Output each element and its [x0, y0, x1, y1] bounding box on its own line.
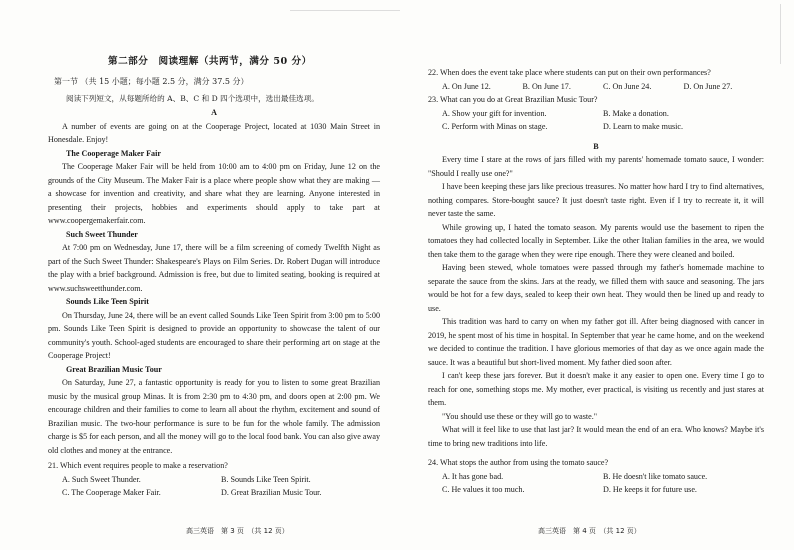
- option-a: A. It has gone bad.: [442, 471, 504, 481]
- passage-b-letter: B: [593, 141, 599, 151]
- question-24-options: [428, 470, 764, 497]
- option-b: B. On June 17.: [522, 81, 571, 91]
- section-title: 第二部分 阅读理解（共两节，满分 50 分）: [108, 56, 312, 67]
- option-d: D. On June 27.: [683, 81, 733, 91]
- option-d: D. Learn to make music.: [603, 122, 684, 131]
- passage-b-paragraph: "You should use these or they will go to waste.": [442, 411, 598, 421]
- instruction: 阅读下列短文，从每题所给的 A、B、C 和 D 四个选项中，选出最佳选项。: [66, 94, 319, 103]
- event-text: The Cooperage Maker Fair will be held from 10:00 am to 4:00 pm on Friday, June 12 on the grounds of the City Museum. The Maker Fair is a place where people show what they are making — a showcase for invention and creativity, and share what they are learning. Anyone interested in presenting their projects, hobbies and experiments should apply to take part at www.coopergemakerfair.com.: [48, 162, 380, 225]
- event-text: On Thursday, June 24, there will be an event called Sounds Like Teen Spirit from 3:00 pm to 5:00 pm. Sounds Like Teen Spirit is designed to provide an opportunity to showcase the talent of our community's youth. School-aged students are encouraged to share their performing art on stage at the Cooperage Project!: [48, 310, 380, 360]
- event-heading: Great Brazilian Music Tour: [66, 364, 162, 374]
- event-heading: Such Sweet Thunder: [66, 229, 138, 239]
- right-column: [428, 66, 764, 497]
- question-23: 23. What can you do at Great Brazilian Music Tour?: [428, 95, 598, 104]
- option-a: A. Show your gift for invention.: [442, 108, 547, 118]
- margin-mark: [780, 4, 781, 64]
- question-24: 24. What stops the author from using the tomato sauce?: [428, 458, 609, 467]
- option-d: D. He keeps it for future use.: [603, 485, 697, 494]
- option-a: A. Such Sweet Thunder.: [62, 474, 141, 484]
- page-footer-left: 高三英语 第 3 页 （共 12 页）: [186, 527, 289, 535]
- passage-a-intro: A number of events are going on at the Cooperage Project, located at 1030 Main Street in Honesdale. Enjoy!: [48, 121, 380, 144]
- passage-b-paragraph: I can't keep these jars forever. But it doesn't make it any easier to open one. Every time I go to reach for one, something stops me. My mother, ever practical, is visiting us recently and just stares at them.: [428, 371, 764, 407]
- question-21: 21. Which event requires people to make a reservation?: [48, 461, 228, 470]
- option-b: B. Sounds Like Teen Spirit.: [221, 474, 311, 484]
- question-22-options: [428, 80, 764, 94]
- margin-mark: [290, 10, 400, 11]
- passage-b-paragraph: What will it feel like to use that last jar? It would mean the end of an era. Who knows? Maybe it's time to bring new traditions into life.: [428, 425, 764, 448]
- passage-b-paragraph: This tradition was hard to carry on when my father got ill. After being diagnosed with cancer in 2019, he spent most of his time in hospital. In September that year he came home, and on the weekend we decided to continue the tradition. I have glorious memories of that day as we once again made the sauce. It was a beautiful but short-lived moment. My father died soon after.: [428, 317, 764, 367]
- event-text: On Saturday, June 27, a fantastic opportunity is ready for you to listen to some great Brazilian music by the musical group Minas. It is from 2:30 pm to 4:30 pm, and doors open at 2:00 pm. We encourage children and their families to come to learn all about the rhythm, excitement and sound of Brazilian music. The two-hour performance is sure to be fun for the whole family. The admission charge is $5 for each person, and all the money will go to the local food bank. You can also give away old clothes and money at the entrance.: [48, 378, 380, 455]
- option-a: A. On June 12.: [442, 81, 491, 91]
- page-footer-right: 高三英语 第 4 页 （共 12 页）: [538, 527, 641, 535]
- passage-b-paragraph: While growing up, I hated the tomato season. My parents would use the basement to ripen the tomatoes they had collected locally in September. Like the other Italian families in the area, we would then take them to the garage when they were ripe enough. There they were cleaned and boiled.: [428, 222, 764, 259]
- option-b: B. He doesn't like tomato sauce.: [603, 471, 708, 481]
- option-c: C. On June 24.: [603, 81, 652, 91]
- subsection-title: 第一节 （共 15 小题；每小题 2.5 分，满分 37.5 分）: [54, 77, 249, 86]
- passage-b-paragraph: Every time I stare at the rows of jars filled with my parents' homemade tomato sauce, I wonder: "Should I really use one?": [428, 155, 764, 178]
- passage-a-letter: A: [211, 108, 217, 117]
- passage-b-paragraph: Having been stewed, whole tomatoes were passed through my father's homemade machine to separate the sauce from the skins. Jars at the ready, we filled them with sauce and seasoning. The jars would be hot for a few days, sealed to keep their own heat. They would then be lined up and ready to use.: [428, 263, 764, 313]
- question-21-options: [48, 473, 380, 500]
- event-heading: The Cooperage Maker Fair: [66, 148, 161, 158]
- question-22: 22. When does the event take place where students can put on their own performances?: [428, 68, 711, 77]
- question-23-options: [428, 107, 764, 134]
- event-text: At 7:00 pm on Wednesday, June 17, there will be a film screening of comedy Twelfth Night as part of the Such Sweet Thunder: Shakespeare's Plays on Film Series. Dr. Robert Dugan will introduce the play with a brief background. Admission is free, but due to limited seating, booking is required at www.suchsweetthunder.com.: [48, 243, 380, 293]
- option-c: C. The Cooperage Maker Fair.: [62, 488, 161, 497]
- event-heading: Sounds Like Teen Spirit: [66, 297, 149, 306]
- option-c: C. Perform with Minas on stage.: [442, 122, 548, 131]
- passage-b-paragraph: I have been keeping these jars like precious treasures. No matter how hard I try to find alternatives, nothing compares. Store-bought sauce? It just doesn't taste right. Even if I try to recreate it, it will never taste the same.: [428, 182, 764, 218]
- option-d: D. Great Brazilian Music Tour.: [221, 488, 322, 497]
- option-b: B. Make a donation.: [603, 108, 669, 118]
- left-column: [48, 106, 380, 500]
- option-c: C. He values it too much.: [442, 485, 525, 494]
